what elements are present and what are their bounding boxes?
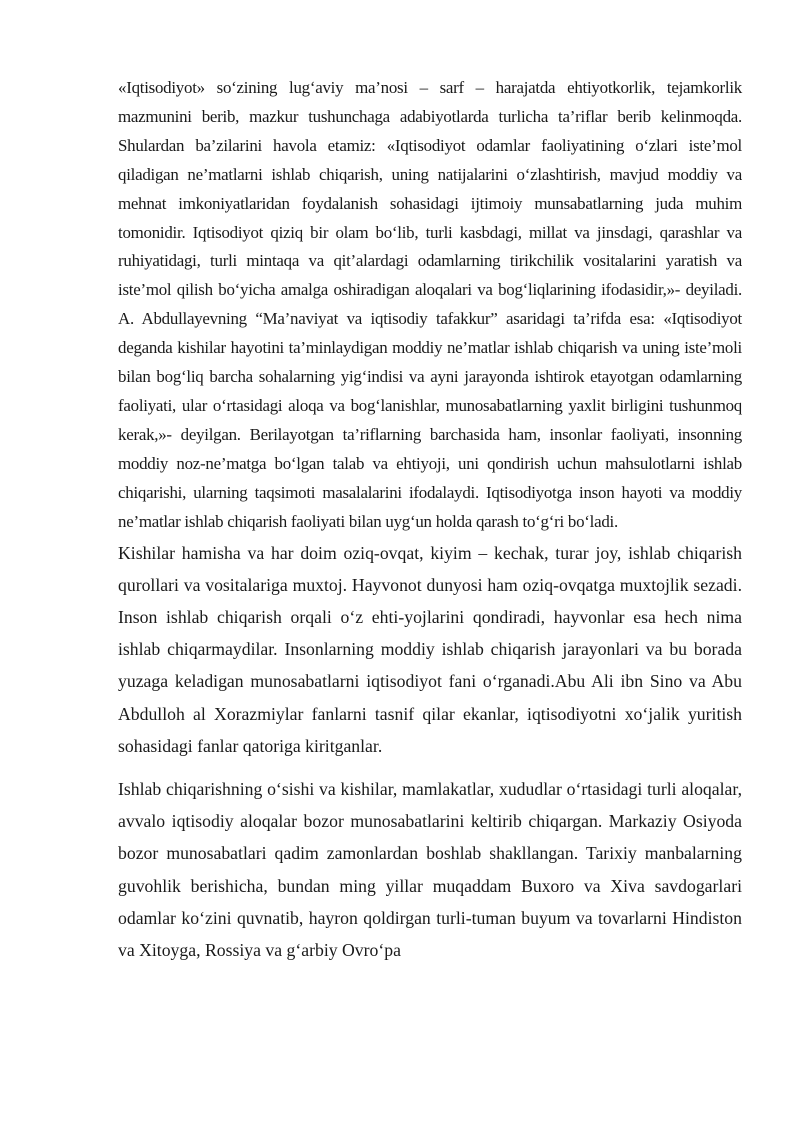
paragraph-market-relations: Ishlab chiqarishning o‘sishi va kishilar, mamlakatlar, xududlar o‘rtasidagi turli aloqalar, avvalo iqtisodiy aloqalar bozor munosabatlarini keltirib chiqargan. Markaziy Osiyoda bozor munosabatlari qadim zamonlardan boshlab shakllangan. Tarixiy manbalarning guvohlik berishicha, bundan ming yillar muqaddam Buxoro va Xiva savdogarlari odamlar ko‘zini quvnatib, hayron qoldirgan turli-tuman buyum va tovarlarni Hindiston va Xitoyga, Rossiya va g‘arbiy Ovro‘pa: [118, 778, 742, 960]
paragraph-human-needs: Kishilar hamisha va har doim oziq-ovqat, kiyim – kechak, turar joy, ishlab chiqarish qurollari va vositalariga muxtoj. Hayvonot dunyosi ham oziq-ovqatga muxtojlik sezadi. Inson ishlab chiqarish orqali o‘z ehti-yojlarini qondiradi, hayvonlar esa hech nima ishlab chiqarmaydilar. Insonlarning moddiy ishlab chiqarish jarayonlari va bu borada yuzaga keladigan munosabatlarni iqtisodiyot fani o‘rganadi.Abu Ali ibn Sino va Abu Abdulloh al Xorazmiylar fanlarni tasnif qilar ekanlar, iqtisodiyotni xo‘jalik yuritish sohasidagi fanlar qatoriga kiritganlar.: [118, 542, 742, 756]
paragraph-iqtisodiyot-definitions: «Iqtisodiyot» so‘zining lug‘aviy ma’nosi – sarf – harajatda ehtiyotkorlik, tejamkorlik mazmunini berib, mazkur tushunchaga adabiyotlarda turlicha ta’riflar berib kelinmoqda. Shulardan ba’zilarini havola etamiz: «Iqtisodiyot odamlar faoliyatining o‘zlari iste’mol qiladigan ne’matlarni ishlab chiqarish, uning natijalarini o‘zlashtirish, mavjud moddiy va mehnat imkoniyatlaridan foydalanish sohasidagi ijtimoiy munsabatlarning juda muhim tomonidir. Iqtisodiyot qiziq bir olam bo‘lib, turli kasbdagi, millat va jinsdagi, qarashlar va ruhiyatidagi, turli mintaqa va qit’alardagi odamlarning tirikchilik vositalarini yaratish va iste’mol qilish bo‘yicha amalga oshiradigan aloqalari va bog‘liqlarining ifodasidir,»- deyiladi. A. Abdullayevning “Ma’naviyat va iqtisodiy tafakkur” asaridagi ta’rifda esa: «Iqtisodiyot deganda kishilar hayotini ta’minlaydigan moddiy ne’matlar ishlab chiqarish va uning iste’moli bilan bog‘liq barcha sohalarning yig‘indisi va ayni jarayonda ishtirok etayotgan odamlarning faoliyati, ular o‘rtasidagi aloqa va bog‘lanishlar, munosabatlarning yaxlit birligini tushunmoq kerak,»- deyilgan. Berilayotgan ta’riflarning barchasida ham, insonlar faoliyati, insonning moddiy noz-ne’matga bo‘lgan talab va ehtiyoji, uni qondirish uchun mahsulotlarni ishlab chiqarishi, ularning taqsimoti masalalarini ifodalaydi. Iqtisodiyotga inson hayoti va moddiy ne’matlar ishlab chiqarish faoliyati bilan uyg‘un holda qarash to‘g‘ri bo‘ladi.: [118, 78, 742, 531]
document-page: [118, 74, 742, 966]
